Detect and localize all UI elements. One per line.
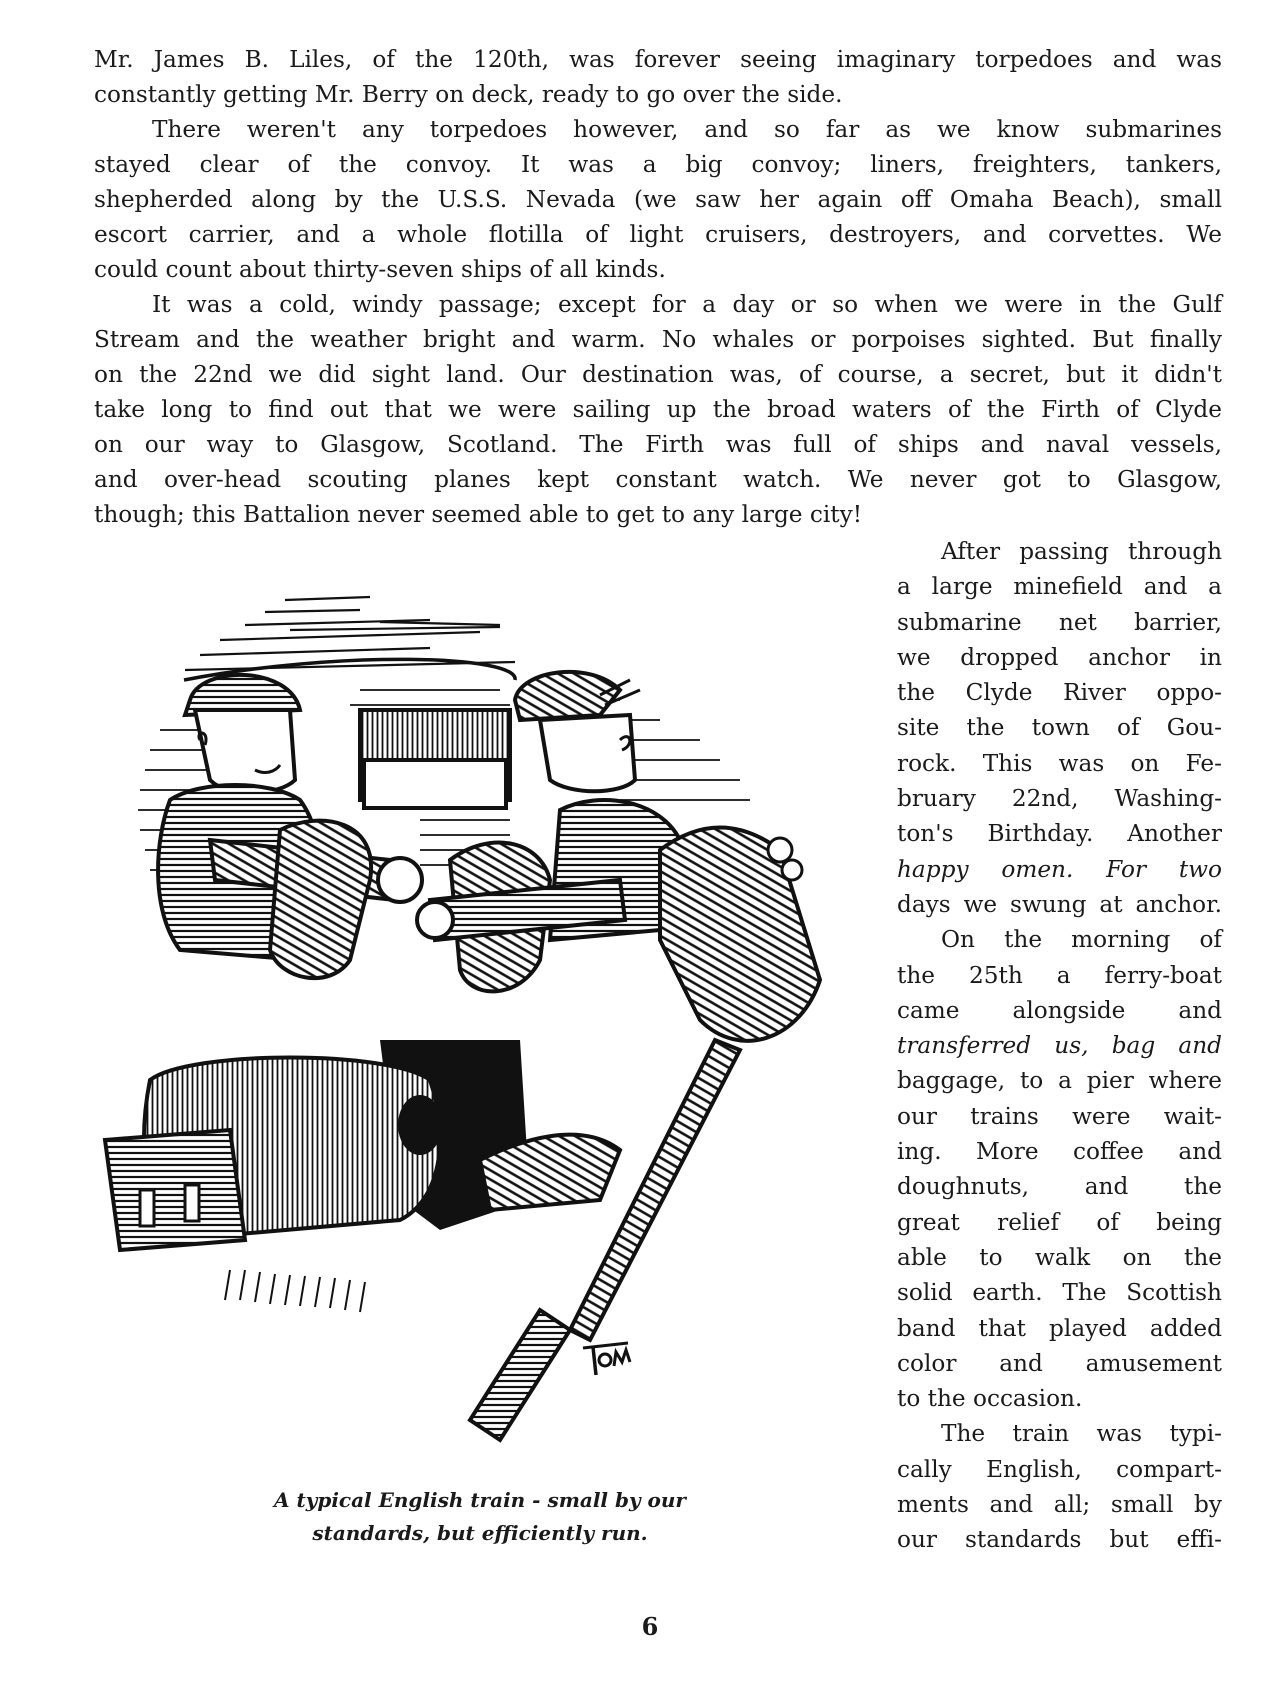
text-line: On the morning of [941, 926, 1222, 954]
text-line: take long to find out that we were sailing up the broad waters of the Firth of Clyde [94, 396, 1222, 423]
text-line: on our way to Glasgow, Scotland. The Firth was full of ships and naval vessels, [94, 431, 1222, 458]
figure-caption [230, 1484, 730, 1550]
text-line: constantly getting Mr. Berry on deck, ready to go over the side. [94, 81, 843, 108]
text-line: cally English, compart- [897, 1455, 1222, 1483]
text-line: bruary 22nd, Washing- [897, 785, 1222, 813]
text-line: great relief of being [897, 1208, 1222, 1236]
text-line: we dropped anchor in [897, 643, 1222, 671]
text-line: the Clyde River oppo- [897, 679, 1222, 707]
page-number: 6 [641, 1612, 659, 1641]
text-line: the 25th a ferry-boat [897, 961, 1222, 989]
text-line: on the 22nd we did sight land. Our destination was, of course, a secret, but it didn't [94, 361, 1222, 388]
text-line: ments and all; small by [897, 1491, 1222, 1519]
paragraph-train [897, 1416, 1222, 1557]
text-line: could count about thirty-seven ships of all kinds. [94, 256, 666, 283]
paragraph-liles [94, 42, 1222, 112]
text-line: escort carrier, and a whole flotilla of light cruisers, destroyers, and corvettes. We [94, 221, 1222, 248]
caption-line: standards, but efficiently run. [312, 1521, 648, 1545]
text-line: to the occasion. [897, 1385, 1083, 1413]
text-line: submarine net barrier, [897, 608, 1222, 636]
text-line: transferred us, bag and [897, 1032, 1222, 1060]
duffel-bag-right [660, 828, 820, 1041]
text-line: able to walk on the [897, 1243, 1222, 1271]
text-line: doughnuts, and the [897, 1173, 1222, 1201]
text-line: ing. More coffee and [897, 1138, 1222, 1166]
text-line: happy omen. For two [897, 855, 1222, 883]
text-line: baggage, to a pier where [897, 1067, 1222, 1095]
soldiers-drawing [100, 580, 880, 1460]
artist-signature [578, 1340, 638, 1380]
text-line: It was a cold, windy passage; except for a day or so when we were in the Gulf [152, 291, 1222, 318]
text-line: After passing through [941, 538, 1222, 565]
paragraph-passage [94, 287, 1222, 532]
floor-lines [225, 1270, 365, 1312]
window [360, 710, 510, 808]
paragraph-ferry [897, 922, 1222, 1416]
satchel [105, 1130, 245, 1250]
ceiling-lines [184, 597, 515, 680]
text-line: ton's Birthday. Another [897, 820, 1222, 848]
text-line: rock. This was on Fe- [897, 749, 1222, 777]
text-line: days we swung at anchor. [897, 890, 1222, 918]
text-line: came alongside and [897, 996, 1222, 1024]
text-line: There weren't any torpedoes however, and so far as we know submarines [152, 116, 1222, 143]
text-line: band that played added [897, 1314, 1222, 1342]
text-line: and over-head scouting planes kept constant watch. We never got to Glasgow, [94, 466, 1222, 493]
text-line: our trains were wait- [897, 1102, 1222, 1130]
top-text-block [94, 42, 1222, 532]
text-line: our standards but effi- [897, 1526, 1222, 1554]
caption-line: A typical English train - small by our [274, 1488, 686, 1512]
text-line: a large minefield and a [897, 573, 1222, 601]
right-text-column [897, 534, 1222, 1558]
text-line: site the town of Gou- [897, 714, 1222, 742]
text-line: though; this Battalion never seemed able to get to any large city! [94, 501, 863, 528]
train-compartment-illustration [100, 580, 880, 1460]
text-line: solid earth. The Scottish [897, 1279, 1222, 1307]
text-line: Stream and the weather bright and warm. No whales or porpoises sighted. But finally [94, 326, 1222, 353]
paragraph-anchor [897, 534, 1222, 922]
text-line: Mr. James B. Liles, of the 120th, was forever seeing imaginary torpedoes and was [94, 46, 1222, 73]
text-line: shepherded along by the U.S.S. Nevada (we saw her again off Omaha Beach), small [94, 186, 1222, 213]
text-line: The train was typi- [941, 1420, 1222, 1448]
text-line: color and amusement [897, 1349, 1222, 1377]
text-line: stayed clear of the convoy. It was a big convoy; liners, freighters, tankers, [94, 151, 1222, 178]
paragraph-convoy [94, 112, 1222, 287]
